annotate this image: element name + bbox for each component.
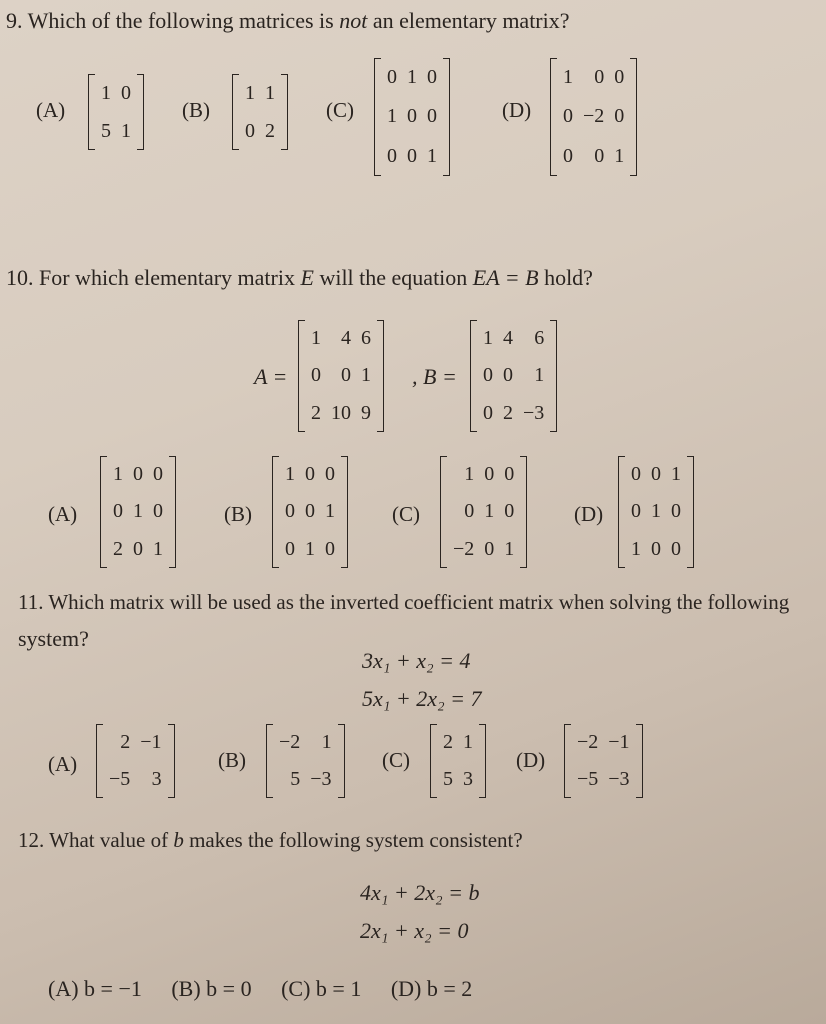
matrix-q11-a bbox=[96, 724, 175, 798]
matrix-entry: −3 bbox=[523, 401, 545, 424]
matrix-entry: 2 bbox=[265, 119, 275, 142]
matrix-entry: 4 bbox=[341, 327, 351, 350]
matrix-entry: 6 bbox=[534, 327, 545, 350]
matrix-entry: 0 bbox=[651, 463, 661, 486]
option-label: (B) bbox=[182, 98, 210, 122]
matrix-entry: 0 bbox=[504, 463, 515, 486]
matrix-entry: 0 bbox=[503, 364, 513, 387]
question-text: Which matrix will be used as the inverted coefficient matrix when solving the following bbox=[48, 590, 790, 614]
matrix-entry: 9 bbox=[361, 401, 371, 424]
option-label: (D) bbox=[516, 748, 546, 772]
matrix-entry: 2 bbox=[503, 401, 513, 424]
matrix-entry: 1 bbox=[361, 364, 371, 387]
matrix-entry: 1 bbox=[427, 144, 437, 167]
matrix-entry: 0 bbox=[113, 500, 123, 523]
question-number: 11. bbox=[18, 590, 44, 614]
matrix-entry: 10 bbox=[331, 401, 351, 424]
matrix-entry: 0 bbox=[153, 500, 163, 523]
matrix-q10-d bbox=[618, 456, 694, 568]
matrix-entry: 1 bbox=[121, 119, 131, 142]
matrix-entry: 1 bbox=[387, 105, 397, 128]
matrix-entry: 2 bbox=[443, 731, 453, 753]
matrix-entry: 1 bbox=[504, 537, 515, 560]
question-text: makes the following system consistent? bbox=[189, 828, 523, 852]
matrix-entry: 0 bbox=[387, 144, 397, 167]
matrix-q10-a bbox=[100, 456, 176, 568]
question-text: will the equation bbox=[319, 265, 468, 290]
option-label: (A) bbox=[48, 752, 78, 776]
matrix-entry: 3 bbox=[463, 768, 473, 790]
question-text: Which of the following matrices is bbox=[27, 8, 334, 33]
matrix-entry: 1 bbox=[325, 500, 335, 523]
matrix-entry: 0 bbox=[594, 144, 605, 167]
matrix-entry: 0 bbox=[671, 500, 681, 523]
option-label: (C) bbox=[382, 748, 410, 772]
matrix-entry: 0 bbox=[483, 401, 493, 424]
matrix-entry: 1 bbox=[265, 81, 275, 104]
matrix-entry: 0 bbox=[121, 81, 131, 104]
matrix-entry: 0 bbox=[671, 537, 681, 560]
option-label: (B) bbox=[218, 748, 246, 772]
matrix-entry: 0 bbox=[631, 463, 641, 486]
matrix-q9-d bbox=[550, 58, 637, 176]
matrix-q10-b bbox=[272, 456, 348, 568]
matrix-entry: 4 bbox=[503, 327, 513, 350]
matrix-entry: 1 bbox=[311, 327, 321, 350]
answer-option: (C) b = 1 bbox=[281, 976, 362, 1001]
question-equation: EA = B bbox=[472, 265, 539, 290]
matrix-entry: 0 bbox=[594, 66, 605, 89]
system-equation-1: 4x₁ + 2x₂ = b bbox=[360, 880, 480, 905]
matrix-entry: 0 bbox=[651, 537, 661, 560]
matrix-entry: 0 bbox=[427, 105, 437, 128]
matrix-entry: 0 bbox=[133, 463, 143, 486]
matrix-entry: 1 bbox=[305, 537, 315, 560]
question-number: 9. bbox=[6, 8, 23, 33]
option-label: (D) bbox=[502, 98, 532, 122]
matrix-entry: 0 bbox=[133, 537, 143, 560]
matrix-entry: 1 bbox=[153, 537, 163, 560]
matrix-entry: 1 bbox=[464, 463, 475, 486]
matrix-entry: 0 bbox=[245, 119, 255, 142]
matrix-entry: 1 bbox=[321, 731, 332, 753]
matrix-q11-b bbox=[266, 724, 345, 798]
option-label: (A) bbox=[36, 98, 66, 122]
matrix-entry: 0 bbox=[153, 463, 163, 486]
matrix-entry: 1 bbox=[631, 537, 641, 560]
matrix-entry: 1 bbox=[563, 66, 573, 89]
matrix-entry: −1 bbox=[608, 731, 630, 753]
matrix-entry: 0 bbox=[483, 364, 493, 387]
matrix-entry: 3 bbox=[151, 768, 162, 790]
matrix-entry: 0 bbox=[631, 500, 641, 523]
question-10 bbox=[6, 265, 593, 291]
matrix-entry: 1 bbox=[484, 500, 495, 523]
matrix-entry: 1 bbox=[463, 731, 473, 753]
question-11-line2: system? bbox=[18, 626, 89, 651]
matrix-entry: −3 bbox=[310, 768, 332, 790]
matrix-entry: 1 bbox=[113, 463, 123, 486]
matrix-entry: 0 bbox=[305, 463, 315, 486]
matrix-entry: −2 bbox=[583, 105, 605, 128]
matrix-entry: 1 bbox=[534, 364, 545, 387]
matrix-entry: 6 bbox=[361, 327, 371, 350]
matrix-entry: 1 bbox=[101, 81, 111, 104]
matrix-entry: 0 bbox=[464, 500, 475, 523]
question-text: hold? bbox=[544, 265, 593, 290]
question-emphasis: not bbox=[339, 8, 368, 33]
matrix-entry: 0 bbox=[407, 105, 417, 128]
question-variable: b bbox=[173, 828, 184, 852]
matrix-entry: 1 bbox=[483, 327, 493, 350]
question-text: an elementary matrix? bbox=[372, 8, 570, 33]
matrix-q9-b bbox=[232, 74, 288, 150]
matrix-q11-d bbox=[564, 724, 643, 798]
question-number: 12. bbox=[18, 828, 45, 852]
system-equation-2: 5x₁ + 2x₂ = 7 bbox=[362, 686, 482, 711]
option-label: (D) bbox=[574, 502, 604, 526]
matrix-entry: 5 bbox=[101, 119, 111, 142]
matrix-b-label: , B = bbox=[412, 364, 457, 389]
matrix-entry: 0 bbox=[563, 105, 573, 128]
matrix-entry: 1 bbox=[285, 463, 295, 486]
matrix-entry: 2 bbox=[113, 537, 123, 560]
option-label: (C) bbox=[326, 98, 354, 122]
matrix-entry: 1 bbox=[245, 81, 255, 104]
matrix-entry: 1 bbox=[671, 463, 681, 486]
matrix-entry: 2 bbox=[120, 731, 131, 753]
matrix-entry: 0 bbox=[305, 500, 315, 523]
matrix-entry: 0 bbox=[563, 144, 573, 167]
matrix-entry: −3 bbox=[608, 768, 630, 790]
matrix-entry: 1 bbox=[407, 66, 417, 89]
matrix-entry: 0 bbox=[285, 500, 295, 523]
matrix-q9-c bbox=[374, 58, 450, 176]
matrix-entry: 0 bbox=[325, 537, 335, 560]
matrix-entry: −2 bbox=[453, 537, 475, 560]
option-label: (A) bbox=[48, 502, 78, 526]
matrix-entry: 0 bbox=[427, 66, 437, 89]
matrix-entry: 0 bbox=[407, 144, 417, 167]
matrix-entry: 1 bbox=[614, 144, 625, 167]
matrix-b bbox=[470, 320, 557, 432]
question-9 bbox=[6, 8, 570, 34]
question-variable: E bbox=[300, 265, 314, 290]
answer-option: (B) b = 0 bbox=[171, 976, 252, 1001]
option-label: (B) bbox=[224, 502, 252, 526]
matrix-entry: 0 bbox=[484, 537, 495, 560]
question-text: What value of bbox=[49, 828, 169, 852]
option-label: (C) bbox=[392, 502, 420, 526]
matrix-entry: 0 bbox=[341, 364, 351, 387]
matrix-entry: −5 bbox=[109, 768, 131, 790]
matrix-entry: 1 bbox=[651, 500, 661, 523]
matrix-entry: 0 bbox=[311, 364, 321, 387]
matrix-entry: 0 bbox=[504, 500, 515, 523]
matrix-entry: 0 bbox=[614, 105, 625, 128]
q12-answers bbox=[48, 976, 496, 1002]
matrix-entry: 0 bbox=[325, 463, 335, 486]
matrix-q11-c bbox=[430, 724, 486, 798]
matrix-entry: 5 bbox=[290, 768, 301, 790]
matrix-entry: −5 bbox=[577, 768, 599, 790]
question-11 bbox=[18, 590, 789, 615]
matrix-a-label: A = bbox=[254, 364, 288, 389]
matrix-entry: −2 bbox=[577, 731, 599, 753]
system-equation-2: 2x₁ + x₂ = 0 bbox=[360, 918, 469, 943]
matrix-entry: 2 bbox=[311, 401, 321, 424]
system-equation-1: 3x₁ + x₂ = 4 bbox=[362, 648, 471, 673]
question-12 bbox=[18, 828, 523, 853]
matrix-q9-a bbox=[88, 74, 144, 150]
matrix-entry: 5 bbox=[443, 768, 453, 790]
matrix-entry: −2 bbox=[279, 731, 301, 753]
answer-option: (D) b = 2 bbox=[390, 976, 473, 1001]
question-text: For which elementary matrix bbox=[39, 265, 295, 290]
matrix-q10-c bbox=[440, 456, 527, 568]
answer-option: (A) b = −1 bbox=[48, 976, 142, 1001]
matrix-entry: 0 bbox=[614, 66, 625, 89]
matrix-entry: 0 bbox=[387, 66, 397, 89]
matrix-entry: 1 bbox=[133, 500, 143, 523]
question-number: 10. bbox=[6, 265, 34, 290]
matrix-a bbox=[298, 320, 384, 432]
matrix-entry: 0 bbox=[484, 463, 495, 486]
matrix-entry: −1 bbox=[140, 731, 162, 753]
matrix-entry: 0 bbox=[285, 537, 295, 560]
